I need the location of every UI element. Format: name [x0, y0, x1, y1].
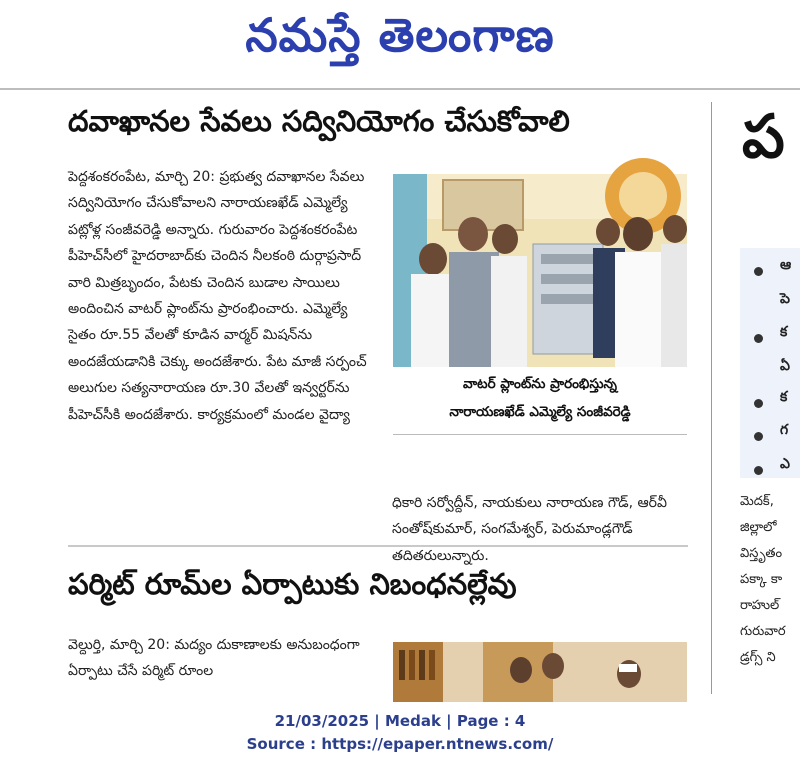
article1-photo-caption: [393, 370, 687, 434]
masthead-divider: [0, 88, 800, 90]
adjacent-bullet-2b: ఏ: [780, 358, 790, 374]
bullet-icon: [754, 432, 763, 441]
adjacent-bullet-4: గ: [780, 422, 789, 438]
adjacent-text-line: మెదక్,: [740, 494, 774, 509]
adjacent-article-fragment: [718, 102, 800, 702]
article1-continuation: ధికారి సర్వోద్దీన్, నాయకులు నారాయణ గౌడ్, ఆర్‌వీ సంతోష్‌కుమార్, సంగమేశ్వర్, పెరుమాండ్లగౌడ్ తదితరులున్నారు.: [392, 495, 667, 564]
column-divider: [711, 102, 712, 694]
article1-photo: [393, 174, 687, 367]
main-column: [0, 92, 700, 692]
bullet-icon: [754, 334, 763, 343]
adjacent-text-line: డ్రగ్స్ ని: [740, 650, 776, 665]
adjacent-text-line: రాహుల్: [740, 598, 780, 613]
caption-line-2: నారాయణఖేడ్ ఎమ్మెల్యే సంజీవరెడ్డి: [449, 404, 631, 420]
masthead: [0, 0, 800, 80]
section-divider: [68, 545, 688, 547]
bullet-icon: [754, 267, 763, 276]
adjacent-bullet-1: ఆ: [780, 257, 792, 273]
footer: [0, 710, 800, 756]
adjacent-bullet-1b: పె: [780, 291, 790, 307]
footer-source-link[interactable]: Source : https://epaper.ntnews.com/: [246, 735, 554, 753]
article2-headline: పర్మిట్ రూమ్‌ల ఏర్పాటుకు నిబంధనల్లేవు: [68, 567, 517, 601]
adjacent-text-line: విస్తృతం: [740, 546, 783, 561]
article1-body: పెద్దశంకరంపేట, మార్చి 20: ప్రభుత్వ దవాఖానల సేవలు సద్వినియోగం చేసుకోవాలని నారాయణఖేడ్ ఎమ్మెల్యే పట్లోళ్ల సంజీవరెడ్డి అన్నారు. గురువారం పెద్దశంకరంపేట పీహెచ్‌సీలో హైదరాబాద్‌కు చెందిన నీలకంఠి దుర్గాప్రసాద్ వారి మిత్రబృందం, పేటకు చెందిన బుడాల సాయిలు అందించిన వాటర్ ప్లాంట్‌ను ప్రారంభించారు. ఎమ్మెల్యే సైతం రూ.55 వేలతో కూడిన వార్మర్ మిషన్‌ను అందజేయడానికి చెక్కు అందజేశారు. పేట మాజీ సర్పంచ్ అలుగుల సత్యనారాయణ రూ.30 వేలతో ఇన్వర్టర్‌ను పీహెచ్‌సీకి అందజేశారు. కార్యక్రమంలో మండల వైద్యా: [68, 169, 367, 423]
article2-body: వెల్దుర్తి, మార్చి 20: మద్యం దుకాణాలకు అనుబంధంగా ఏర్పాటు చేసే పర్మిట్ రూంల: [68, 637, 360, 680]
adjacent-bullet-3: క: [780, 389, 788, 405]
adjacent-text-line: పక్కా కా: [740, 572, 783, 587]
footer-edition-info: 21/03/2025 | Medak | Page : 4: [274, 712, 526, 730]
adjacent-text-line: గురువార: [740, 624, 786, 639]
adjacent-headline-fragment: ప: [742, 102, 785, 172]
bullet-icon: [754, 466, 763, 475]
adjacent-bullet-2: క: [780, 324, 788, 340]
article2-photo: [393, 642, 687, 702]
caption-line-1: వాటర్ ప్లాంట్‌ను ప్రారంభిస్తున్న: [463, 376, 617, 392]
adjacent-bullet-5: ఎ: [780, 456, 790, 472]
article1-headline: దవాఖానల సేవలు సద్వినియోగం చేసుకోవాలి: [68, 104, 570, 138]
bullet-icon: [754, 399, 763, 408]
adjacent-text-line: జిల్లాలో: [740, 520, 777, 535]
newspaper-logo: నమస్తే తెలంగాణ: [245, 8, 555, 62]
adjacent-highlights-box: [740, 248, 800, 478]
caption-divider: [393, 434, 687, 435]
